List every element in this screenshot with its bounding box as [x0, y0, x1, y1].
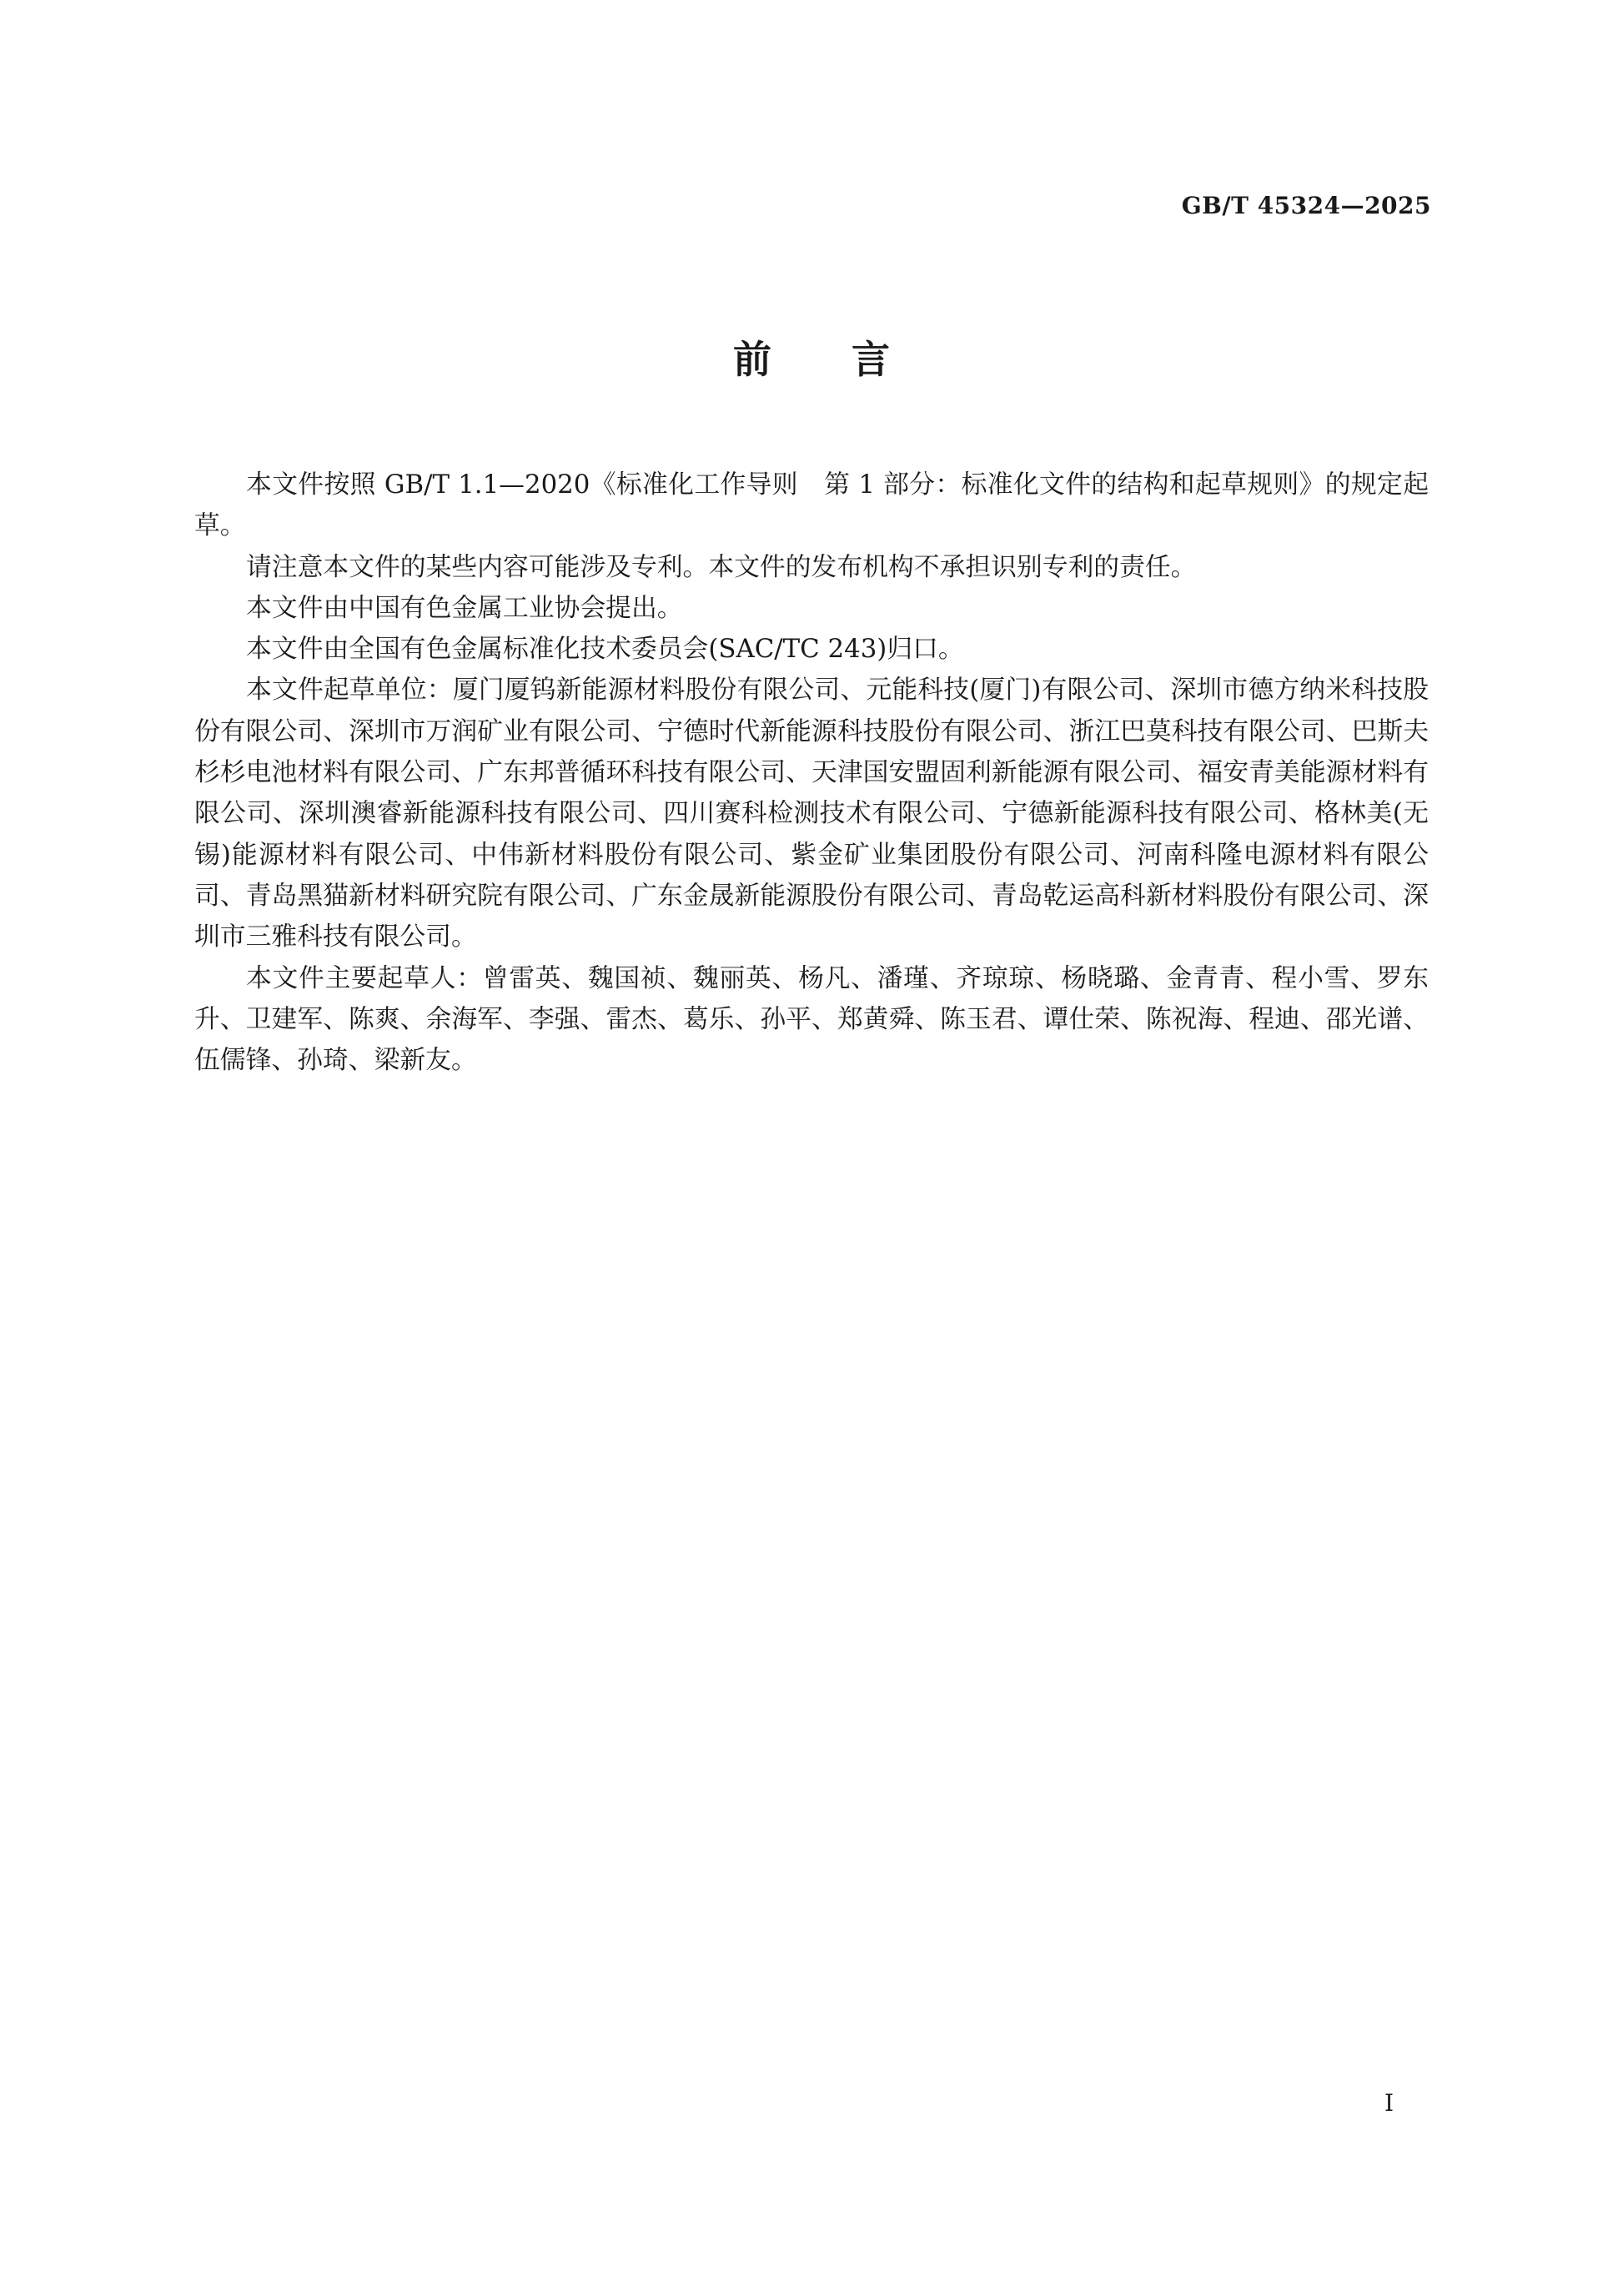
foreword-body: [194, 465, 1429, 1081]
page-title: 前言: [733, 337, 970, 382]
paragraph-patent-notice: 请注意本文件的某些内容可能涉及专利。本文件的发布机构不承担识别专利的责任。: [246, 551, 1197, 582]
paragraph-proposer: 本文件由中国有色金属工业协会提出。: [246, 592, 683, 623]
paragraph-drafting-units: 本文件起草单位：厦门厦钨新能源材料股份有限公司、元能科技(厦门)有限公司、深圳市德方纳米科技股份有限公司、深圳市万润矿业有限公司、宁德时代新能源科技股份有限公司、浙江巴莫科技有限公司、巴斯夫杉杉电池材料有限公司、广东邦普循环科技有限公司、天津国安盟固利新能源有限公司、福安青美能源材料有限公司、深圳澳睿新能源科技有限公司、四川赛科检测技术有限公司、宁德新能源科技有限公司、格林美(无锡)能源材料有限公司、中伟新材料股份有限公司、紫金矿业集团股份有限公司、河南科隆电源材料有限公司、青岛黑猫新材料研究院有限公司、广东金晟新能源股份有限公司、青岛乾运高科新材料股份有限公司、深圳市三雅科技有限公司。: [194, 675, 1429, 952]
page-number: I: [1384, 2089, 1394, 2117]
standard-number: GB/T 45324—2025: [1181, 192, 1431, 219]
paragraph-main-drafters: 本文件主要起草人：曾雷英、魏国祯、魏丽英、杨凡、潘瑾、齐琼琼、杨晓璐、金青青、程小雪、罗东升、卫建军、陈爽、余海军、李强、雷杰、葛乐、孙平、郑黄舜、陈玉君、谭仕荣、陈祝海、程迪、邵光谱、伍儒锋、孙琦、梁新友。: [194, 962, 1429, 1076]
paragraph-technical-committee: 本文件由全国有色金属标准化技术委员会(SAC/TC 243)归口。: [246, 634, 964, 665]
paragraph-drafting-rules: 本文件按照 GB/T 1.1—2020《标准化工作导则 第 1 部分：标准化文件的结构和起草规则》的规定起草。: [194, 470, 1429, 541]
